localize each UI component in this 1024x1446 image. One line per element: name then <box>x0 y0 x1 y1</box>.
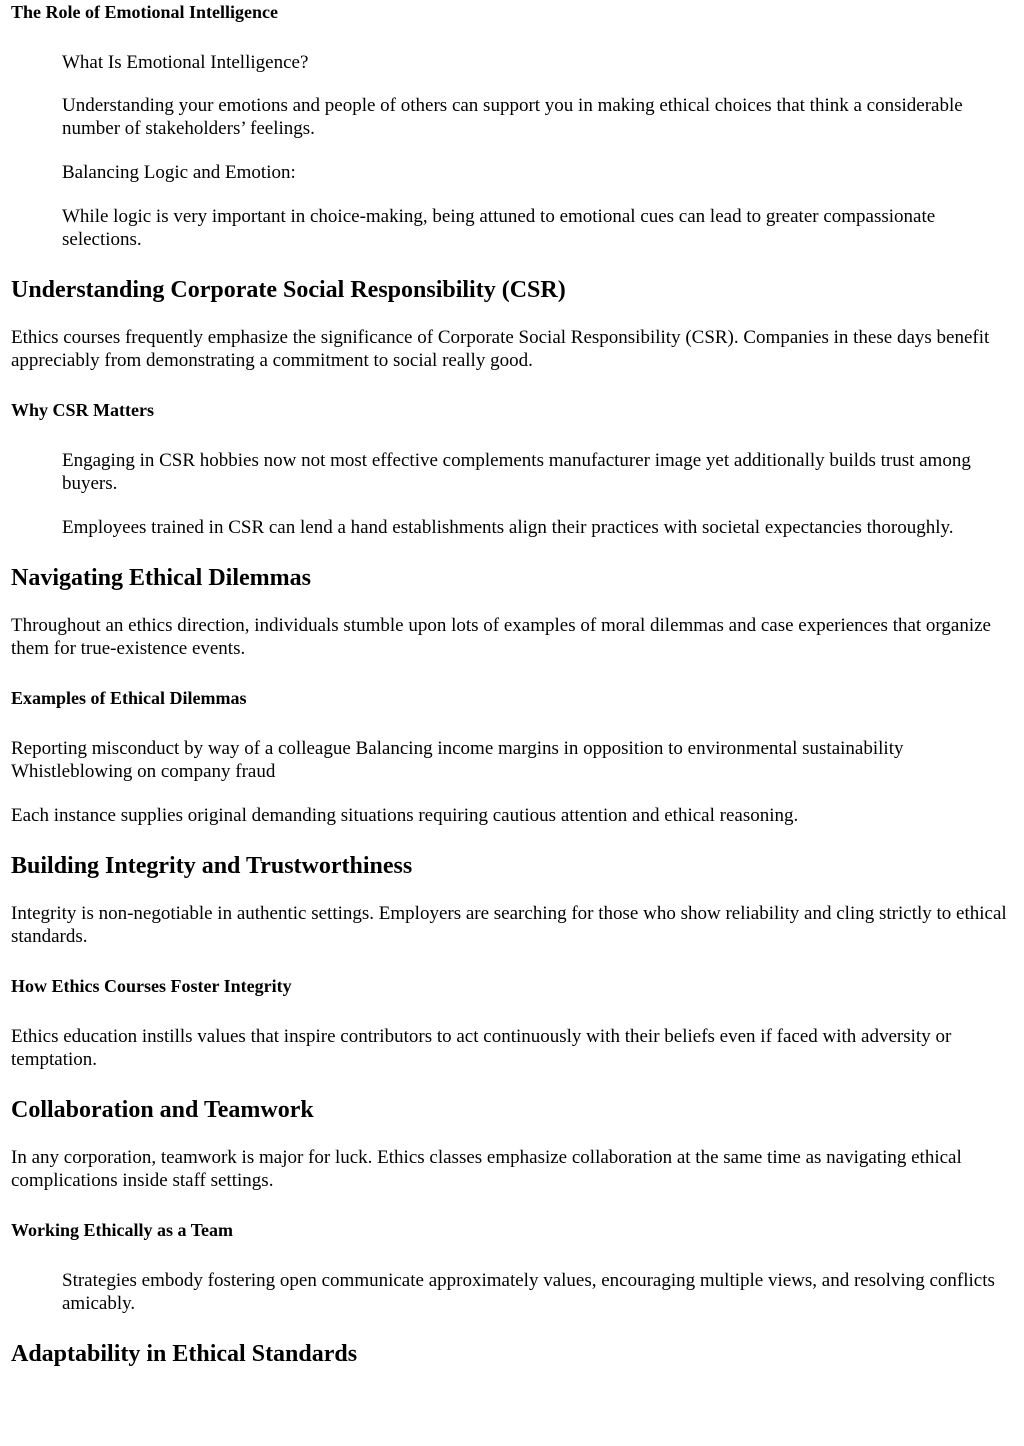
paragraph-dilemmas-intro: Throughout an ethics direction, individuals stumble upon lots of examples of moral dilemmas and case experiences that organize them for true-existence events. <box>11 615 991 659</box>
section-heading-emotional-intelligence: The Role of Emotional Intelligence <box>11 2 278 22</box>
section-heading-dilemmas: Navigating Ethical Dilemmas <box>11 565 311 591</box>
paragraph-dilemmas-closing: Each instance supplies original demanding situations requiring cautious attention and ethical reasoning. <box>11 805 799 826</box>
question-balancing-logic: Balancing Logic and Emotion: <box>62 162 296 183</box>
subheading-why-csr-matters: Why CSR Matters <box>11 400 154 420</box>
paragraph-dilemma-examples: Reporting misconduct by way of a colleague Balancing income margins in opposition to environmental sustainability Whistleblowing on company fraud <box>11 738 904 782</box>
answer-balancing-logic: While logic is very important in choice-making, being attuned to emotional cues can lead to greater compassionate selections. <box>62 206 936 250</box>
section-heading-csr: Understanding Corporate Social Responsibility (CSR) <box>11 277 566 303</box>
answer-what-is-ei: Understanding your emotions and people of others can support you in making ethical choices that think a considerable number of stakeholders’ feelings. <box>62 95 963 139</box>
subheading-working-as-team: Working Ethically as a Team <box>11 1220 234 1240</box>
section-heading-teamwork: Collaboration and Teamwork <box>11 1097 314 1123</box>
section-heading-integrity: Building Integrity and Trustworthiness <box>11 853 413 879</box>
paragraph-csr-intro: Ethics courses frequently emphasize the significance of Corporate Social Responsibility (CSR). Companies in these days benefit appreciably from demonstrating a commitment to social really good. <box>11 327 990 371</box>
point-csr-brand-trust: Engaging in CSR hobbies now not most effective complements manufacturer image yet additionally builds trust among buyers. <box>62 450 971 494</box>
paragraph-integrity-intro: Integrity is non-negotiable in authentic settings. Employers are searching for those who show reliability and cling strictly to ethical standards. <box>11 903 1007 947</box>
section-heading-adaptability: Adaptability in Ethical Standards <box>11 1341 358 1367</box>
subheading-examples-dilemmas: Examples of Ethical Dilemmas <box>11 688 247 708</box>
paragraph-integrity-body: Ethics education instills values that inspire contributors to act continuously with their beliefs even if faced with adversity or temptation. <box>11 1026 952 1070</box>
point-csr-employees: Employees trained in CSR can lend a hand establishments align their practices with societal expectancies thoroughly. <box>62 517 954 538</box>
question-what-is-ei: What Is Emotional Intelligence? <box>62 52 309 73</box>
subheading-foster-integrity: How Ethics Courses Foster Integrity <box>11 976 292 996</box>
paragraph-teamwork-strategies: Strategies embody fostering open communicate approximately values, encouraging multiple views, and resolving conflicts amicably. <box>62 1270 995 1314</box>
paragraph-teamwork-intro: In any corporation, teamwork is major for luck. Ethics classes emphasize collaboration at the same time as navigating ethical complications inside staff settings. <box>11 1147 962 1191</box>
